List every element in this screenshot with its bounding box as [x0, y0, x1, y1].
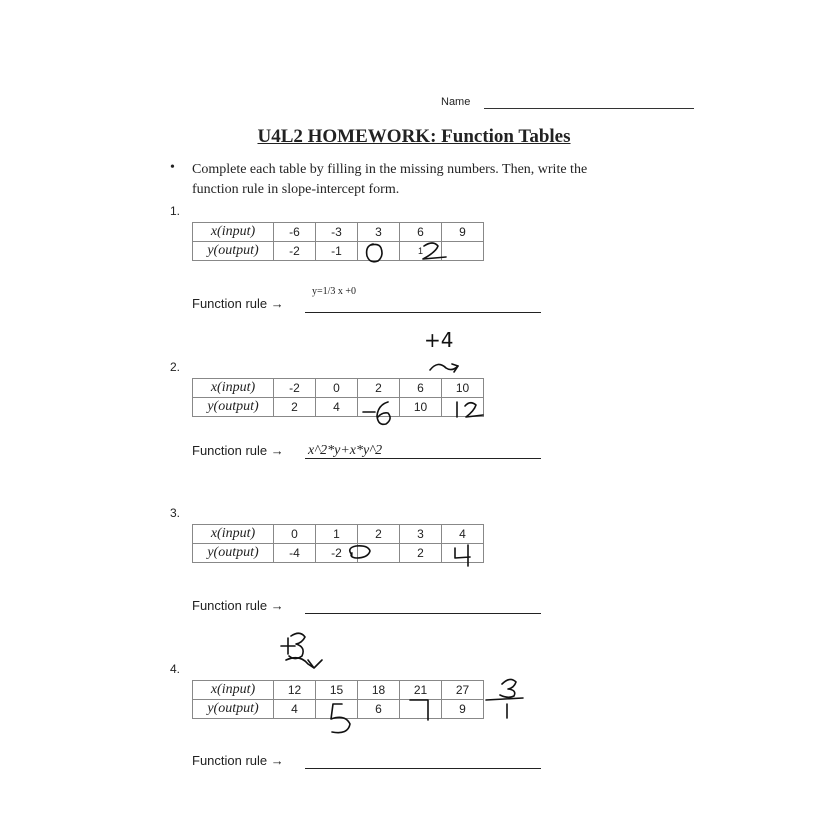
handwritten-digit-0 [350, 546, 370, 558]
function-rule-answer[interactable]: y=1/3 x +0 [312, 286, 357, 297]
y-row-label: y(output) [193, 544, 274, 563]
problem-number: 4. [170, 662, 181, 676]
instructions-line-1: Complete each table by filling in the missing numbers. Then, write the [192, 162, 588, 177]
problem-number: 2. [170, 360, 181, 374]
x-cell: 21 [400, 681, 442, 700]
x-cell: 15 [316, 681, 358, 700]
y-cell: -1 [316, 242, 358, 261]
y-cell: 6 [358, 700, 400, 719]
y-cell: 10 [400, 398, 442, 417]
problem-number: 1. [170, 204, 181, 218]
instructions-line-2: function rule in slope-intercept form. [192, 182, 400, 197]
x-cell: 12 [274, 681, 316, 700]
function-rule-label: Function rule → [192, 443, 284, 458]
y-cell: 4 [274, 700, 316, 719]
y-cell: 1 [400, 242, 442, 261]
pattern-annotation: +4 [424, 328, 454, 352]
bullet: • [170, 160, 175, 175]
y-cell: -4 [274, 544, 316, 563]
x-cell: 2 [358, 525, 400, 544]
handwritten-arc [286, 658, 322, 668]
function-rule-label: Function rule → [192, 598, 284, 613]
x-cell: 3 [400, 525, 442, 544]
function-rule-label: Function rule → [192, 296, 284, 311]
y-cell: 2 [400, 544, 442, 563]
y-row-label: y(output) [193, 242, 274, 261]
x-cell: 6 [400, 379, 442, 398]
handwritten-digit-2 [423, 243, 446, 259]
y-cell: 4 [316, 398, 358, 417]
page-title: U4L2 HOMEWORK: Function Tables [257, 126, 571, 147]
x-cell: -6 [274, 223, 316, 242]
x-row-label: x(input) [193, 681, 274, 700]
name-label: Name [441, 96, 471, 108]
y-row-label: y(output) [193, 398, 274, 417]
x-cell: 1 [316, 525, 358, 544]
x-row-label: x(input) [193, 525, 274, 544]
x-cell: -2 [274, 379, 316, 398]
y-row-label: y(output) [193, 700, 274, 719]
handwritten-digit-5 [331, 704, 350, 733]
x-cell: -3 [316, 223, 358, 242]
handwritten-fraction-bar [486, 698, 523, 700]
function-rule-label: Function rule → [192, 753, 284, 768]
x-cell: 3 [358, 223, 400, 242]
x-cell: 6 [400, 223, 442, 242]
x-cell: 0 [316, 379, 358, 398]
handwritten-digit-0 [367, 244, 382, 262]
x-row-label: x(input) [193, 379, 274, 398]
handwritten-digit-3 [500, 679, 516, 697]
x-cell: 9 [442, 223, 484, 242]
function-rule-answer[interactable]: x^2*y+x*y^2 [308, 443, 383, 458]
x-cell: 2 [358, 379, 400, 398]
x-cell: 4 [442, 525, 484, 544]
handwritten-plus-3 [281, 633, 305, 658]
handwritten-digit-12 [457, 402, 483, 417]
x-cell: 0 [274, 525, 316, 544]
problem-number: 3. [170, 506, 181, 520]
y-cell: -2 [274, 242, 316, 261]
x-cell: 27 [442, 681, 484, 700]
y-cell: -2 [316, 544, 358, 563]
handwritten-digit-7 [410, 700, 428, 720]
y-cell: 2 [274, 398, 316, 417]
y-cell: 9 [442, 700, 484, 719]
handwritten-digit-6 [363, 402, 390, 424]
x-cell: 18 [358, 681, 400, 700]
x-cell: 10 [442, 379, 484, 398]
x-row-label: x(input) [193, 223, 274, 242]
handwritten-digit-4 [455, 545, 470, 566]
